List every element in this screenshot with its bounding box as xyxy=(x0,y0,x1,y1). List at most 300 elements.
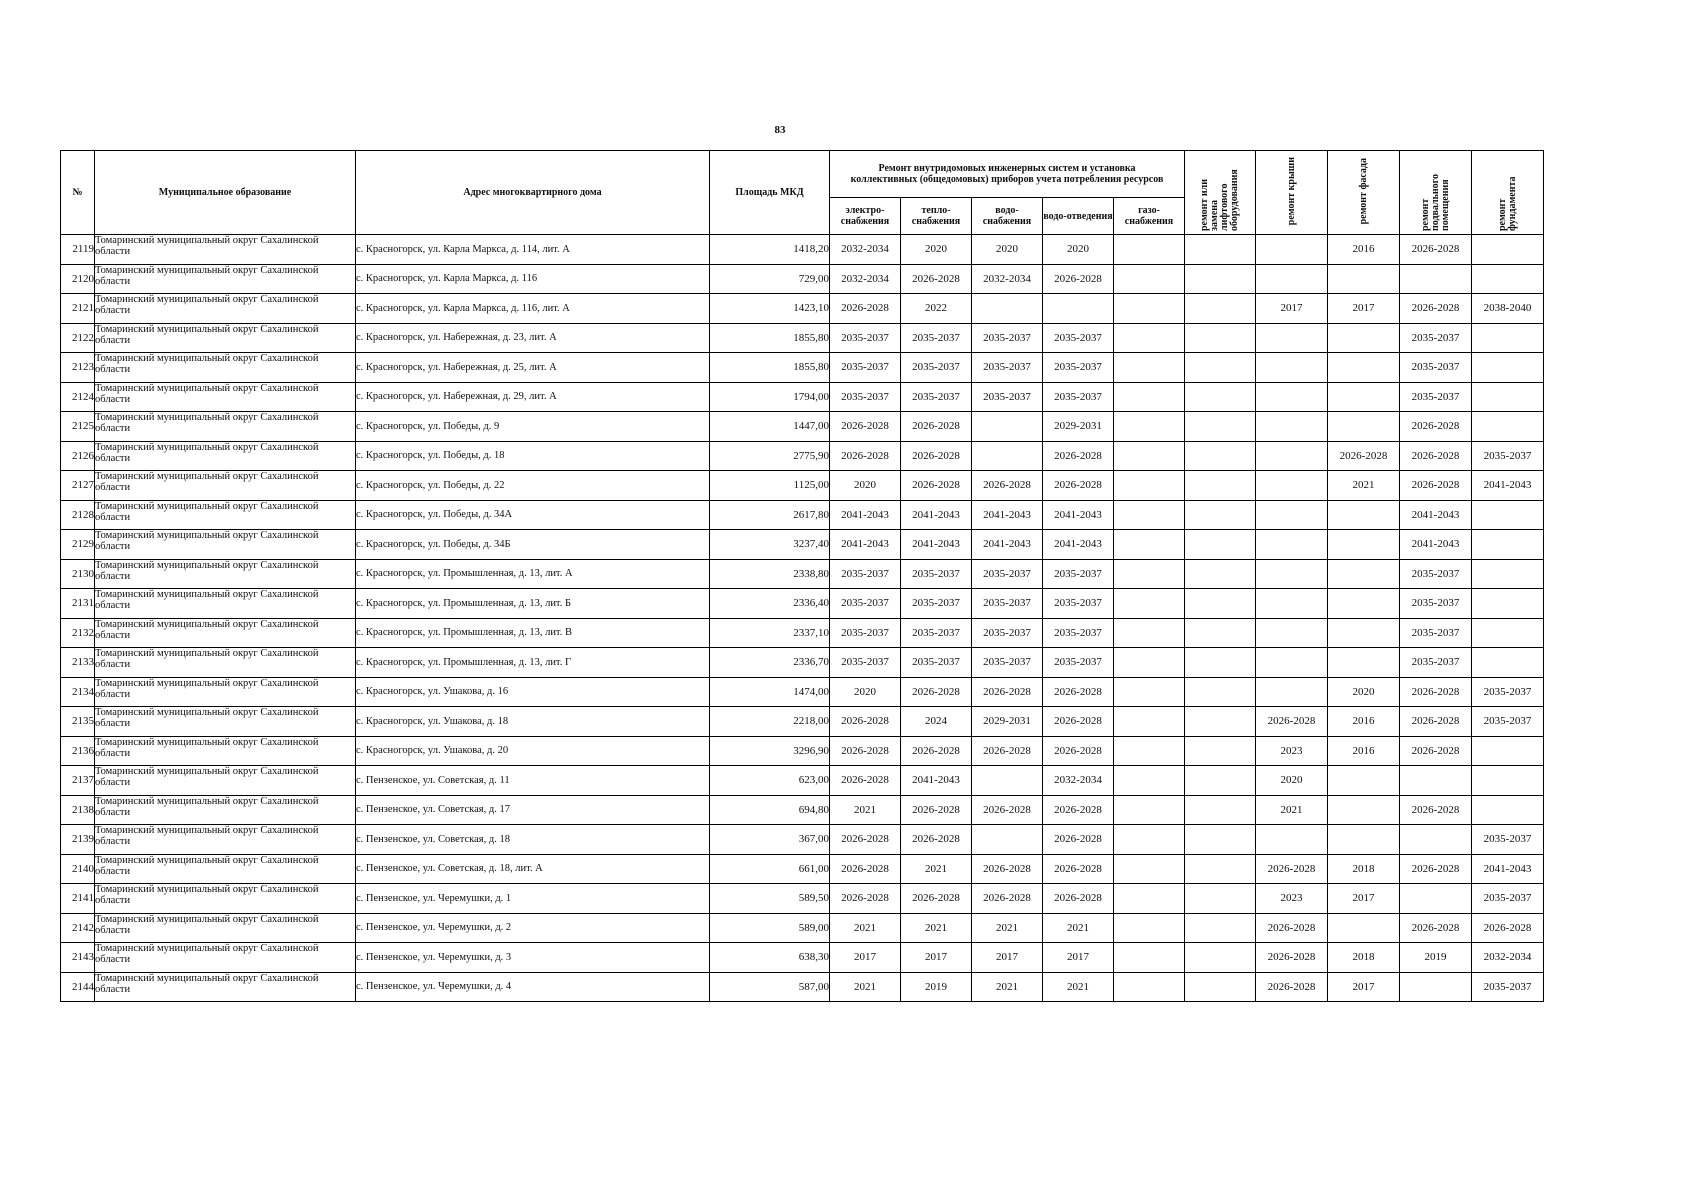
row-roof: 2020 xyxy=(1256,766,1328,796)
row-electricity: 2021 xyxy=(830,913,901,943)
row-municipality: Томаринский муниципальный округ Сахалинской области xyxy=(95,707,356,737)
row-roof xyxy=(1256,412,1328,442)
row-electricity: 2035-2037 xyxy=(830,648,901,678)
row-area: 1447,00 xyxy=(710,412,830,442)
row-address: с. Красногорск, ул. Карла Маркса, д. 116, лит. А xyxy=(356,294,710,324)
row-number: 2119 xyxy=(61,235,95,265)
row-basement: 2026-2028 xyxy=(1400,795,1472,825)
row-water-supply: 2035-2037 xyxy=(972,382,1043,412)
row-area: 2218,00 xyxy=(710,707,830,737)
row-water-disposal: 2026-2028 xyxy=(1043,471,1114,501)
header-foundation: ремонт фундамента xyxy=(1472,151,1544,235)
row-water-supply: 2035-2037 xyxy=(972,589,1043,619)
row-heat: 2026-2028 xyxy=(901,264,972,294)
row-facade: 2016 xyxy=(1328,707,1400,737)
row-water-supply xyxy=(972,412,1043,442)
row-water-supply: 2026-2028 xyxy=(972,677,1043,707)
row-water-disposal: 2035-2037 xyxy=(1043,589,1114,619)
row-gas xyxy=(1114,382,1185,412)
row-elevator xyxy=(1185,943,1256,973)
row-municipality: Томаринский муниципальный округ Сахалинской области xyxy=(95,884,356,914)
row-address: с. Пензенское, ул. Советская, д. 18, лит. А xyxy=(356,854,710,884)
row-water-disposal: 2026-2028 xyxy=(1043,825,1114,855)
row-address: с. Красногорск, ул. Промышленная, д. 13, лит. В xyxy=(356,618,710,648)
row-roof: 2026-2028 xyxy=(1256,943,1328,973)
row-area: 729,00 xyxy=(710,264,830,294)
row-heat: 2035-2037 xyxy=(901,382,972,412)
row-heat: 2026-2028 xyxy=(901,412,972,442)
row-gas xyxy=(1114,736,1185,766)
row-area: 2775,90 xyxy=(710,441,830,471)
row-municipality: Томаринский муниципальный округ Сахалинской области xyxy=(95,441,356,471)
row-address: с. Пензенское, ул. Черемушки, д. 1 xyxy=(356,884,710,914)
row-area: 1125,00 xyxy=(710,471,830,501)
row-water-disposal: 2026-2028 xyxy=(1043,441,1114,471)
header-engineering-group: Ремонт внутридомовых инженерных систем и установка коллективных (общедомовых) приборов учета потребления ресурсов xyxy=(830,151,1185,198)
row-electricity: 2035-2037 xyxy=(830,589,901,619)
row-area: 3296,90 xyxy=(710,736,830,766)
row-water-disposal: 2021 xyxy=(1043,972,1114,1002)
row-facade xyxy=(1328,825,1400,855)
table-row xyxy=(61,589,1544,619)
row-electricity: 2041-2043 xyxy=(830,530,901,560)
row-facade: 2018 xyxy=(1328,943,1400,973)
table-row xyxy=(61,294,1544,324)
row-water-supply: 2026-2028 xyxy=(972,471,1043,501)
row-heat: 2026-2028 xyxy=(901,825,972,855)
row-area: 1855,80 xyxy=(710,323,830,353)
row-facade xyxy=(1328,264,1400,294)
row-roof xyxy=(1256,235,1328,265)
table-row xyxy=(61,707,1544,737)
row-elevator xyxy=(1185,648,1256,678)
row-gas xyxy=(1114,618,1185,648)
row-number: 2136 xyxy=(61,736,95,766)
row-basement xyxy=(1400,884,1472,914)
row-elevator xyxy=(1185,589,1256,619)
row-municipality: Томаринский муниципальный округ Сахалинской области xyxy=(95,412,356,442)
row-water-disposal: 2035-2037 xyxy=(1043,559,1114,589)
row-municipality: Томаринский муниципальный округ Сахалинской области xyxy=(95,530,356,560)
row-gas xyxy=(1114,264,1185,294)
row-area: 2336,70 xyxy=(710,648,830,678)
row-address: с. Красногорск, ул. Промышленная, д. 13, лит. Б xyxy=(356,589,710,619)
row-elevator xyxy=(1185,471,1256,501)
row-facade xyxy=(1328,323,1400,353)
row-elevator xyxy=(1185,353,1256,383)
row-foundation xyxy=(1472,235,1544,265)
table-row xyxy=(61,353,1544,383)
row-electricity: 2035-2037 xyxy=(830,382,901,412)
row-roof: 2026-2028 xyxy=(1256,707,1328,737)
row-water-supply: 2035-2037 xyxy=(972,323,1043,353)
row-heat: 2026-2028 xyxy=(901,884,972,914)
row-municipality: Томаринский муниципальный округ Сахалинской области xyxy=(95,264,356,294)
row-heat: 2035-2037 xyxy=(901,323,972,353)
row-elevator xyxy=(1185,707,1256,737)
row-elevator xyxy=(1185,530,1256,560)
row-municipality: Томаринский муниципальный округ Сахалинской области xyxy=(95,500,356,530)
row-number: 2135 xyxy=(61,707,95,737)
row-roof: 2026-2028 xyxy=(1256,854,1328,884)
row-basement: 2035-2037 xyxy=(1400,618,1472,648)
row-roof xyxy=(1256,323,1328,353)
row-address: с. Красногорск, ул. Победы, д. 22 xyxy=(356,471,710,501)
row-electricity: 2035-2037 xyxy=(830,353,901,383)
row-heat: 2041-2043 xyxy=(901,766,972,796)
row-basement: 2035-2037 xyxy=(1400,353,1472,383)
row-water-supply: 2041-2043 xyxy=(972,500,1043,530)
row-basement: 2026-2028 xyxy=(1400,294,1472,324)
row-basement xyxy=(1400,825,1472,855)
table-row xyxy=(61,559,1544,589)
row-municipality: Томаринский муниципальный округ Сахалинской области xyxy=(95,854,356,884)
row-electricity: 2035-2037 xyxy=(830,559,901,589)
row-water-disposal: 2026-2028 xyxy=(1043,707,1114,737)
row-gas xyxy=(1114,500,1185,530)
table-row xyxy=(61,412,1544,442)
row-area: 638,30 xyxy=(710,943,830,973)
row-roof xyxy=(1256,559,1328,589)
row-basement: 2035-2037 xyxy=(1400,559,1472,589)
row-water-disposal: 2029-2031 xyxy=(1043,412,1114,442)
row-foundation xyxy=(1472,353,1544,383)
row-basement xyxy=(1400,972,1472,1002)
row-area: 661,00 xyxy=(710,854,830,884)
row-address: с. Пензенское, ул. Черемушки, д. 3 xyxy=(356,943,710,973)
table-row xyxy=(61,618,1544,648)
row-water-supply: 2026-2028 xyxy=(972,854,1043,884)
row-gas xyxy=(1114,235,1185,265)
row-electricity: 2035-2037 xyxy=(830,618,901,648)
row-gas xyxy=(1114,559,1185,589)
row-water-disposal: 2035-2037 xyxy=(1043,353,1114,383)
table-row xyxy=(61,766,1544,796)
row-basement: 2041-2043 xyxy=(1400,530,1472,560)
row-area: 2617,80 xyxy=(710,500,830,530)
row-gas xyxy=(1114,323,1185,353)
row-foundation xyxy=(1472,500,1544,530)
row-facade xyxy=(1328,795,1400,825)
row-facade: 2016 xyxy=(1328,736,1400,766)
row-roof: 2023 xyxy=(1256,884,1328,914)
header-gas: газо-снабжения xyxy=(1114,198,1185,235)
row-elevator xyxy=(1185,412,1256,442)
row-electricity: 2026-2028 xyxy=(830,825,901,855)
row-heat: 2026-2028 xyxy=(901,441,972,471)
row-elevator xyxy=(1185,500,1256,530)
row-area: 589,00 xyxy=(710,913,830,943)
row-address: с. Красногорск, ул. Карла Маркса, д. 116 xyxy=(356,264,710,294)
row-facade: 2017 xyxy=(1328,972,1400,1002)
row-gas xyxy=(1114,913,1185,943)
row-electricity: 2020 xyxy=(830,471,901,501)
row-water-supply: 2032-2034 xyxy=(972,264,1043,294)
row-address: с. Красногорск, ул. Ушакова, д. 18 xyxy=(356,707,710,737)
row-facade: 2017 xyxy=(1328,294,1400,324)
row-number: 2144 xyxy=(61,972,95,1002)
row-water-supply: 2029-2031 xyxy=(972,707,1043,737)
row-facade: 2018 xyxy=(1328,854,1400,884)
row-area: 587,00 xyxy=(710,972,830,1002)
row-area: 1794,00 xyxy=(710,382,830,412)
header-address: Адрес многоквартирного дома xyxy=(356,151,710,235)
row-number: 2120 xyxy=(61,264,95,294)
header-heat: тепло-снабжения xyxy=(901,198,972,235)
table-row xyxy=(61,913,1544,943)
row-water-disposal: 2026-2028 xyxy=(1043,736,1114,766)
row-address: с. Красногорск, ул. Победы, д. 34А xyxy=(356,500,710,530)
row-gas xyxy=(1114,294,1185,324)
row-foundation: 2038-2040 xyxy=(1472,294,1544,324)
row-basement: 2035-2037 xyxy=(1400,323,1472,353)
row-heat: 2026-2028 xyxy=(901,471,972,501)
row-number: 2129 xyxy=(61,530,95,560)
row-heat: 2022 xyxy=(901,294,972,324)
row-municipality: Томаринский муниципальный округ Сахалинской области xyxy=(95,913,356,943)
row-foundation xyxy=(1472,736,1544,766)
row-elevator xyxy=(1185,441,1256,471)
row-municipality: Томаринский муниципальный округ Сахалинской области xyxy=(95,294,356,324)
row-number: 2132 xyxy=(61,618,95,648)
row-municipality: Томаринский муниципальный округ Сахалинской области xyxy=(95,353,356,383)
row-basement: 2026-2028 xyxy=(1400,471,1472,501)
row-foundation: 2026-2028 xyxy=(1472,913,1544,943)
row-gas xyxy=(1114,677,1185,707)
row-gas xyxy=(1114,854,1185,884)
row-municipality: Томаринский муниципальный округ Сахалинской области xyxy=(95,235,356,265)
row-number: 2127 xyxy=(61,471,95,501)
row-number: 2124 xyxy=(61,382,95,412)
row-facade xyxy=(1328,589,1400,619)
row-elevator xyxy=(1185,559,1256,589)
row-foundation xyxy=(1472,530,1544,560)
table-body xyxy=(61,235,1544,1002)
row-basement: 2019 xyxy=(1400,943,1472,973)
row-water-disposal: 2017 xyxy=(1043,943,1114,973)
row-gas xyxy=(1114,530,1185,560)
row-basement: 2026-2028 xyxy=(1400,913,1472,943)
table-row xyxy=(61,471,1544,501)
row-roof xyxy=(1256,530,1328,560)
row-number: 2121 xyxy=(61,294,95,324)
row-municipality: Томаринский муниципальный округ Сахалинской области xyxy=(95,618,356,648)
row-water-disposal: 2035-2037 xyxy=(1043,382,1114,412)
row-heat: 2024 xyxy=(901,707,972,737)
row-number: 2126 xyxy=(61,441,95,471)
row-gas xyxy=(1114,441,1185,471)
row-elevator xyxy=(1185,913,1256,943)
row-electricity: 2026-2028 xyxy=(830,766,901,796)
row-basement: 2035-2037 xyxy=(1400,589,1472,619)
row-heat: 2035-2037 xyxy=(901,618,972,648)
row-gas xyxy=(1114,972,1185,1002)
row-area: 1855,80 xyxy=(710,353,830,383)
row-facade xyxy=(1328,530,1400,560)
row-foundation xyxy=(1472,648,1544,678)
row-address: с. Красногорск, ул. Набережная, д. 29, лит. А xyxy=(356,382,710,412)
row-area: 623,00 xyxy=(710,766,830,796)
table-row xyxy=(61,943,1544,973)
row-roof: 2026-2028 xyxy=(1256,972,1328,1002)
row-municipality: Томаринский муниципальный округ Сахалинской области xyxy=(95,972,356,1002)
row-roof: 2026-2028 xyxy=(1256,913,1328,943)
table-row xyxy=(61,530,1544,560)
overhaul-schedule-table xyxy=(60,150,1544,1002)
row-water-disposal: 2041-2043 xyxy=(1043,500,1114,530)
row-address: с. Красногорск, ул. Промышленная, д. 13, лит. А xyxy=(356,559,710,589)
row-water-disposal: 2026-2028 xyxy=(1043,795,1114,825)
row-basement: 2041-2043 xyxy=(1400,500,1472,530)
header-num: № xyxy=(61,151,95,235)
row-roof: 2021 xyxy=(1256,795,1328,825)
row-heat: 2026-2028 xyxy=(901,677,972,707)
row-water-supply: 2021 xyxy=(972,913,1043,943)
row-foundation xyxy=(1472,766,1544,796)
row-facade xyxy=(1328,766,1400,796)
row-elevator xyxy=(1185,677,1256,707)
row-address: с. Красногорск, ул. Карла Маркса, д. 114, лит. А xyxy=(356,235,710,265)
row-elevator xyxy=(1185,235,1256,265)
row-municipality: Томаринский муниципальный округ Сахалинской области xyxy=(95,382,356,412)
row-water-disposal xyxy=(1043,294,1114,324)
row-area: 589,50 xyxy=(710,884,830,914)
row-heat: 2021 xyxy=(901,913,972,943)
row-roof: 2017 xyxy=(1256,294,1328,324)
row-area: 2338,80 xyxy=(710,559,830,589)
table-row xyxy=(61,884,1544,914)
row-roof xyxy=(1256,353,1328,383)
row-water-disposal: 2026-2028 xyxy=(1043,677,1114,707)
row-address: с. Красногорск, ул. Победы, д. 34Б xyxy=(356,530,710,560)
row-water-disposal: 2026-2028 xyxy=(1043,854,1114,884)
row-water-supply: 2035-2037 xyxy=(972,353,1043,383)
row-gas xyxy=(1114,707,1185,737)
row-address: с. Красногорск, ул. Победы, д. 18 xyxy=(356,441,710,471)
row-electricity: 2021 xyxy=(830,972,901,1002)
row-area: 2336,40 xyxy=(710,589,830,619)
row-water-disposal: 2035-2037 xyxy=(1043,323,1114,353)
table-row xyxy=(61,264,1544,294)
table-row xyxy=(61,648,1544,678)
row-elevator xyxy=(1185,294,1256,324)
row-number: 2130 xyxy=(61,559,95,589)
row-number: 2134 xyxy=(61,677,95,707)
table-row xyxy=(61,677,1544,707)
row-elevator xyxy=(1185,825,1256,855)
row-foundation: 2035-2037 xyxy=(1472,707,1544,737)
row-water-disposal: 2021 xyxy=(1043,913,1114,943)
row-roof xyxy=(1256,441,1328,471)
row-foundation xyxy=(1472,412,1544,442)
row-gas xyxy=(1114,943,1185,973)
row-water-supply: 2026-2028 xyxy=(972,736,1043,766)
row-water-disposal: 2020 xyxy=(1043,235,1114,265)
row-municipality: Томаринский муниципальный округ Сахалинской области xyxy=(95,677,356,707)
row-heat: 2041-2043 xyxy=(901,500,972,530)
row-foundation xyxy=(1472,264,1544,294)
row-foundation: 2035-2037 xyxy=(1472,441,1544,471)
header-area: Площадь МКД xyxy=(710,151,830,235)
row-facade xyxy=(1328,353,1400,383)
row-roof xyxy=(1256,589,1328,619)
row-basement: 2026-2028 xyxy=(1400,854,1472,884)
row-municipality: Томаринский муниципальный округ Сахалинской области xyxy=(95,589,356,619)
row-roof xyxy=(1256,677,1328,707)
row-number: 2138 xyxy=(61,795,95,825)
row-electricity: 2026-2028 xyxy=(830,294,901,324)
header-facade: ремонт фасада xyxy=(1328,151,1400,235)
row-gas xyxy=(1114,825,1185,855)
row-municipality: Томаринский муниципальный округ Сахалинской области xyxy=(95,825,356,855)
row-facade xyxy=(1328,382,1400,412)
row-gas xyxy=(1114,766,1185,796)
row-number: 2128 xyxy=(61,500,95,530)
row-area: 1418,20 xyxy=(710,235,830,265)
row-municipality: Томаринский муниципальный округ Сахалинской области xyxy=(95,471,356,501)
row-number: 2123 xyxy=(61,353,95,383)
row-water-supply: 2035-2037 xyxy=(972,618,1043,648)
row-gas xyxy=(1114,795,1185,825)
row-basement: 2035-2037 xyxy=(1400,648,1472,678)
table-row xyxy=(61,825,1544,855)
row-number: 2125 xyxy=(61,412,95,442)
row-foundation: 2035-2037 xyxy=(1472,884,1544,914)
table-header xyxy=(61,151,1544,235)
row-municipality: Томаринский муниципальный округ Сахалинской области xyxy=(95,559,356,589)
row-facade: 2026-2028 xyxy=(1328,441,1400,471)
table-row xyxy=(61,500,1544,530)
row-gas xyxy=(1114,648,1185,678)
row-address: с. Красногорск, ул. Набережная, д. 23, лит. А xyxy=(356,323,710,353)
row-heat: 2041-2043 xyxy=(901,530,972,560)
row-area: 1423,10 xyxy=(710,294,830,324)
row-facade: 2017 xyxy=(1328,884,1400,914)
table-row xyxy=(61,854,1544,884)
row-elevator xyxy=(1185,323,1256,353)
row-basement: 2035-2037 xyxy=(1400,382,1472,412)
row-address: с. Пензенское, ул. Советская, д. 17 xyxy=(356,795,710,825)
header-basement: ремонт подвального помещения xyxy=(1400,151,1472,235)
row-water-supply: 2026-2028 xyxy=(972,884,1043,914)
row-municipality: Томаринский муниципальный округ Сахалинской области xyxy=(95,323,356,353)
row-area: 694,80 xyxy=(710,795,830,825)
row-foundation: 2035-2037 xyxy=(1472,825,1544,855)
row-electricity: 2035-2037 xyxy=(830,323,901,353)
table-row xyxy=(61,795,1544,825)
row-foundation: 2041-2043 xyxy=(1472,854,1544,884)
row-water-disposal: 2026-2028 xyxy=(1043,264,1114,294)
row-heat: 2026-2028 xyxy=(901,795,972,825)
row-number: 2139 xyxy=(61,825,95,855)
row-number: 2133 xyxy=(61,648,95,678)
row-heat: 2035-2037 xyxy=(901,589,972,619)
row-water-supply: 2026-2028 xyxy=(972,795,1043,825)
row-water-supply xyxy=(972,294,1043,324)
row-water-supply xyxy=(972,825,1043,855)
row-heat: 2035-2037 xyxy=(901,559,972,589)
row-roof xyxy=(1256,471,1328,501)
row-gas xyxy=(1114,353,1185,383)
table-row xyxy=(61,323,1544,353)
row-elevator xyxy=(1185,382,1256,412)
row-water-supply xyxy=(972,766,1043,796)
table-row xyxy=(61,441,1544,471)
row-municipality: Томаринский муниципальный округ Сахалинской области xyxy=(95,795,356,825)
row-electricity: 2026-2028 xyxy=(830,441,901,471)
row-water-supply xyxy=(972,441,1043,471)
row-foundation: 2035-2037 xyxy=(1472,677,1544,707)
